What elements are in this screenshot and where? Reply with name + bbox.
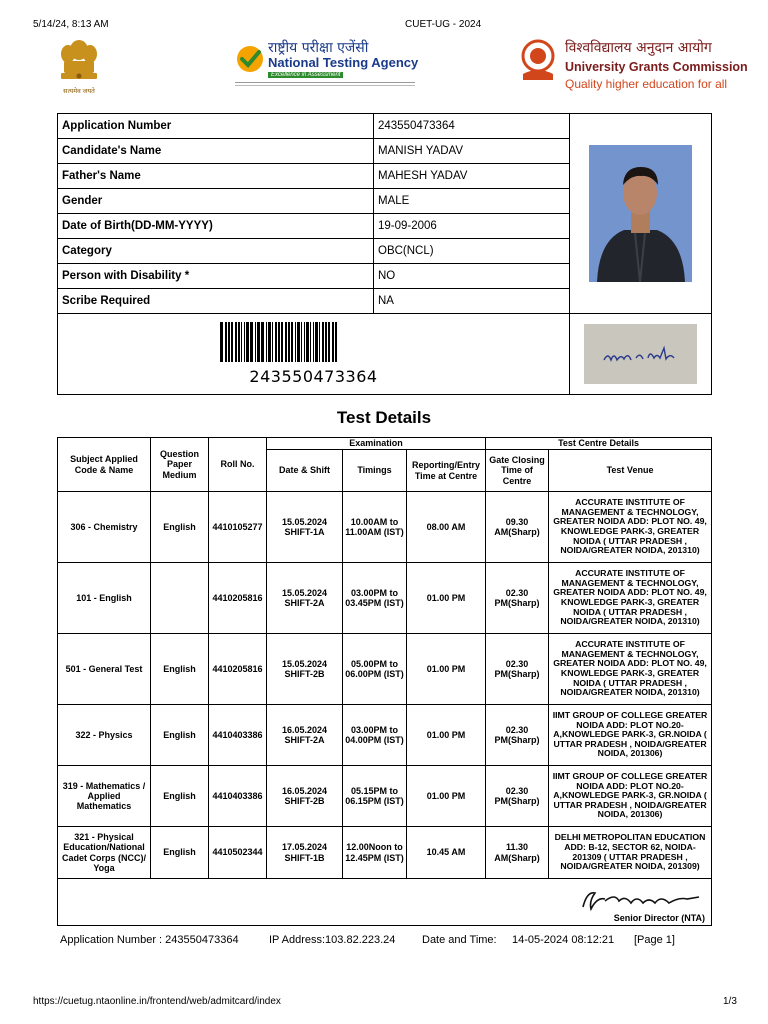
barcode-bar: [261, 322, 264, 362]
barcode-bar: [310, 322, 311, 362]
print-page-count: 1/3: [723, 996, 737, 1007]
cell-timings: 10.00AM to 11.00AM (IST): [343, 492, 407, 563]
barcode-bar: [225, 322, 227, 362]
emblem-caption: सत्यमेव जयते: [63, 88, 95, 95]
barcode-bar: [319, 322, 320, 362]
barcode-bar: [301, 322, 302, 362]
nta-english-name: National Testing Agency: [268, 55, 419, 70]
cell-medium: English: [151, 705, 209, 766]
cell-reporting: 10.45 AM: [407, 827, 486, 879]
cell-date-shift: 15.05.2024 SHIFT-2A: [267, 563, 343, 634]
header-timings: Timings: [343, 450, 407, 492]
footer-date-time-label: Date and Time:: [422, 934, 497, 946]
cell-reporting: 08.00 AM: [407, 492, 486, 563]
table-row: [58, 563, 712, 634]
nta-subtext-lines: [235, 82, 415, 86]
barcode-bar: [304, 322, 305, 362]
header-roll: Roll No.: [209, 438, 267, 492]
cell-subject: 322 - Physics: [58, 705, 151, 766]
cell-date-shift: 16.05.2024 SHIFT-2B: [267, 766, 343, 827]
row-label: Application Number: [58, 114, 374, 139]
barcode-bar: [335, 322, 337, 362]
barcode-bar: [231, 322, 233, 362]
row-label: Candidate's Name: [58, 139, 374, 164]
barcode-bar: [235, 322, 237, 362]
row-label: Date of Birth(DD-MM-YYYY): [58, 214, 374, 239]
candidate-row: [58, 114, 712, 139]
cell-medium: English: [151, 766, 209, 827]
print-title: CUET-UG - 2024: [405, 19, 482, 30]
cell-reporting: 01.00 PM: [407, 705, 486, 766]
header-venue: Test Venue: [549, 450, 712, 492]
barcode-bar: [285, 322, 287, 362]
footer-page: [Page 1]: [634, 934, 675, 946]
cell-roll: 4410105277: [209, 492, 267, 563]
barcode-bar: [238, 322, 240, 362]
header-date-shift: Date & Shift: [267, 450, 343, 492]
test-details-table: [57, 437, 712, 926]
cell-subject: 101 - English: [58, 563, 151, 634]
header-reporting: Reporting/Entry Time at Centre: [407, 450, 486, 492]
barcode-bar: [288, 322, 290, 362]
row-value: NA: [374, 289, 570, 314]
signatory-title: Senior Director (NTA): [613, 912, 706, 923]
cell-date-shift: 15.05.2024 SHIFT-1A: [267, 492, 343, 563]
test-details-title: Test Details: [336, 408, 432, 427]
cell-venue: IIMT GROUP OF COLLEGE GREATER NOIDA ADD: PLOT NO.20-A,KNOWLEDGE PARK-3, GR.NOIDA ( UTTAR PRADESH , NOIDA/GREATER NOIDA, 201306): [549, 766, 712, 827]
cell-gate: 09.30 AM(Sharp): [486, 492, 549, 563]
cell-reporting: 01.00 PM: [407, 766, 486, 827]
row-label: Category: [58, 239, 374, 264]
cell-gate: 11.30 AM(Sharp): [486, 827, 549, 879]
cell-timings: 03.00PM to 04.00PM (IST): [343, 705, 407, 766]
national-emblem: [55, 36, 103, 96]
cell-venue: ACCURATE INSTITUTE OF MANAGEMENT & TECHNOLOGY, GREATER NOIDA ADD: PLOT NO. 49, KNOWLEDGE PARK-3, GREATER NOIDA ( UTTAR PRADESH , NOIDA/GREATER NOIDA, 201310): [549, 492, 712, 563]
barcode-bar: [275, 322, 277, 362]
signature-row: [58, 879, 712, 926]
nta-tagline: Excellence in Assessment: [268, 72, 343, 78]
barcode-bar: [291, 322, 293, 362]
barcode-bar: [244, 322, 245, 362]
cell-roll: 4410502344: [209, 827, 267, 879]
cell-venue: ACCURATE INSTITUTE OF MANAGEMENT & TECHNOLOGY, GREATER NOIDA ADD: PLOT NO. 49, KNOWLEDGE PARK-3, GREATER NOIDA ( UTTAR PRADESH , NOIDA/GREATER NOIDA, 201310): [549, 563, 712, 634]
row-value: OBC(NCL): [374, 239, 570, 264]
row-value: 19-09-2006: [374, 214, 570, 239]
cell-venue: ACCURATE INSTITUTE OF MANAGEMENT & TECHNOLOGY, GREATER NOIDA ADD: PLOT NO. 49, KNOWLEDGE PARK-3, GREATER NOIDA ( UTTAR PRADESH , NOIDA/GREATER NOIDA, 201310): [549, 634, 712, 705]
barcode-bar: [306, 322, 309, 362]
cell-gate: 02.30 PM(Sharp): [486, 634, 549, 705]
barcode-bar: [313, 322, 314, 362]
row-value: 243550473364: [374, 114, 570, 139]
barcode-row: [58, 314, 712, 395]
signatory-cell: [58, 879, 712, 926]
nta-logo: [233, 38, 433, 98]
row-value: NO: [374, 264, 570, 289]
barcode-number: 243550473364: [249, 367, 378, 386]
cell-roll: 4410403386: [209, 705, 267, 766]
barcode-bar: [241, 322, 242, 362]
footer-ip-address: IP Address:103.82.223.24: [269, 934, 396, 946]
barcode-bar: [246, 322, 249, 362]
print-datetime: 5/14/24, 8:13 AM: [33, 19, 109, 30]
cell-date-shift: 17.05.2024 SHIFT-1B: [267, 827, 343, 879]
cell-timings: 05.15PM to 06.15PM (IST): [343, 766, 407, 827]
barcode-bar: [322, 322, 324, 362]
cell-roll: 4410205816: [209, 634, 267, 705]
cell-medium: [151, 563, 209, 634]
cell-subject: 319 - Mathematics / Applied Mathematics: [58, 766, 151, 827]
barcode-bar: [228, 322, 230, 362]
ugc-emblem-icon: [519, 38, 557, 90]
ugc-logo: [519, 36, 748, 98]
row-label: Gender: [58, 189, 374, 214]
cell-roll: 4410403386: [209, 766, 267, 827]
row-value: MALE: [374, 189, 570, 214]
cell-roll: 4410205816: [209, 563, 267, 634]
barcode-bar: [295, 322, 296, 362]
table-row: [58, 634, 712, 705]
director-signature: [575, 887, 705, 913]
cell-gate: 02.30 PM(Sharp): [486, 766, 549, 827]
barcode-cell: [58, 314, 570, 395]
header-examination: Examination: [267, 438, 486, 450]
footer-date-time: 14-05-2024 08:12:21: [512, 934, 615, 946]
candidate-signature: [584, 324, 697, 384]
cell-venue: DELHI METROPOLITAN EDUCATION ADD: B-12, SECTOR 62, NOIDA-201309 ( UTTAR PRADESH , NOIDA/GREATER NOIDA, 201309): [549, 827, 712, 879]
cell-subject: 321 - Physical Education/National Cadet Corps (NCC)/ Yoga: [58, 827, 151, 879]
cell-venue: IIMT GROUP OF COLLEGE GREATER NOIDA ADD: PLOT NO.20-A,KNOWLEDGE PARK-3, GR.NOIDA ( UTTAR PRADESH , NOIDA/GREATER NOIDA, 201306): [549, 705, 712, 766]
table-row: [58, 492, 712, 563]
barcode-bar: [278, 322, 280, 362]
candidate-info-table: [57, 113, 712, 395]
print-url: https://cuetug.ntaonline.in/frontend/web/admitcard/index: [33, 996, 281, 1007]
barcode-bar: [250, 322, 253, 362]
barcode-bar: [272, 322, 273, 362]
barcode-bar: [332, 322, 334, 362]
cell-date-shift: 15.05.2024 SHIFT-2B: [267, 634, 343, 705]
cell-reporting: 01.00 PM: [407, 634, 486, 705]
header-gate: Gate Closing Time of Centre: [486, 450, 549, 492]
photo-cell: [570, 114, 712, 314]
cell-gate: 02.30 PM(Sharp): [486, 705, 549, 766]
cell-date-shift: 16.05.2024 SHIFT-2A: [267, 705, 343, 766]
cell-medium: English: [151, 634, 209, 705]
header-centre: Test Centre Details: [486, 438, 712, 450]
cell-subject: 306 - Chemistry: [58, 492, 151, 563]
table-row: [58, 766, 712, 827]
footer-application-number: Application Number : 243550473364: [60, 934, 239, 946]
cell-medium: English: [151, 492, 209, 563]
barcode-bar: [257, 322, 260, 362]
ugc-tagline: Quality higher education for all: [565, 77, 728, 91]
row-value: MAHESH YADAV: [374, 164, 570, 189]
cell-medium: English: [151, 827, 209, 879]
cell-gate: 02.30 PM(Sharp): [486, 563, 549, 634]
table-row: [58, 705, 712, 766]
signature-cell: [570, 314, 712, 395]
barcode-bar: [255, 322, 256, 362]
candidate-photo: [589, 145, 692, 282]
cell-timings: 03.00PM to 03.45PM (IST): [343, 563, 407, 634]
barcode-bar: [281, 322, 283, 362]
cell-timings: 05.00PM to 06.00PM (IST): [343, 634, 407, 705]
row-label: Scribe Required: [58, 289, 374, 314]
header-medium: Question Paper Medium: [151, 438, 209, 492]
barcode-bar: [297, 322, 300, 362]
row-value: MANISH YADAV: [374, 139, 570, 164]
cell-reporting: 01.00 PM: [407, 563, 486, 634]
nta-check-icon: [235, 44, 265, 74]
barcode-bar: [266, 322, 267, 362]
ugc-hindi-name: विश्वविद्यालय अनुदान आयोग: [565, 40, 712, 56]
row-label: Father's Name: [58, 164, 374, 189]
barcode: [218, 322, 410, 362]
barcode-bar: [220, 322, 223, 362]
barcode-bar: [315, 322, 318, 362]
cell-subject: 501 - General Test: [58, 634, 151, 705]
cell-timings: 12.00Noon to 12.45PM (IST): [343, 827, 407, 879]
header-subject: Subject Applied Code & Name: [58, 438, 151, 492]
barcode-bar: [328, 322, 330, 362]
row-label: Person with Disability *: [58, 264, 374, 289]
barcode-bar: [325, 322, 327, 362]
barcode-bar: [268, 322, 271, 362]
table-row: [58, 827, 712, 879]
ugc-english-name: University Grants Commission: [565, 60, 748, 74]
nta-hindi-name: राष्ट्रीय परीक्षा एजेंसी: [268, 40, 369, 56]
